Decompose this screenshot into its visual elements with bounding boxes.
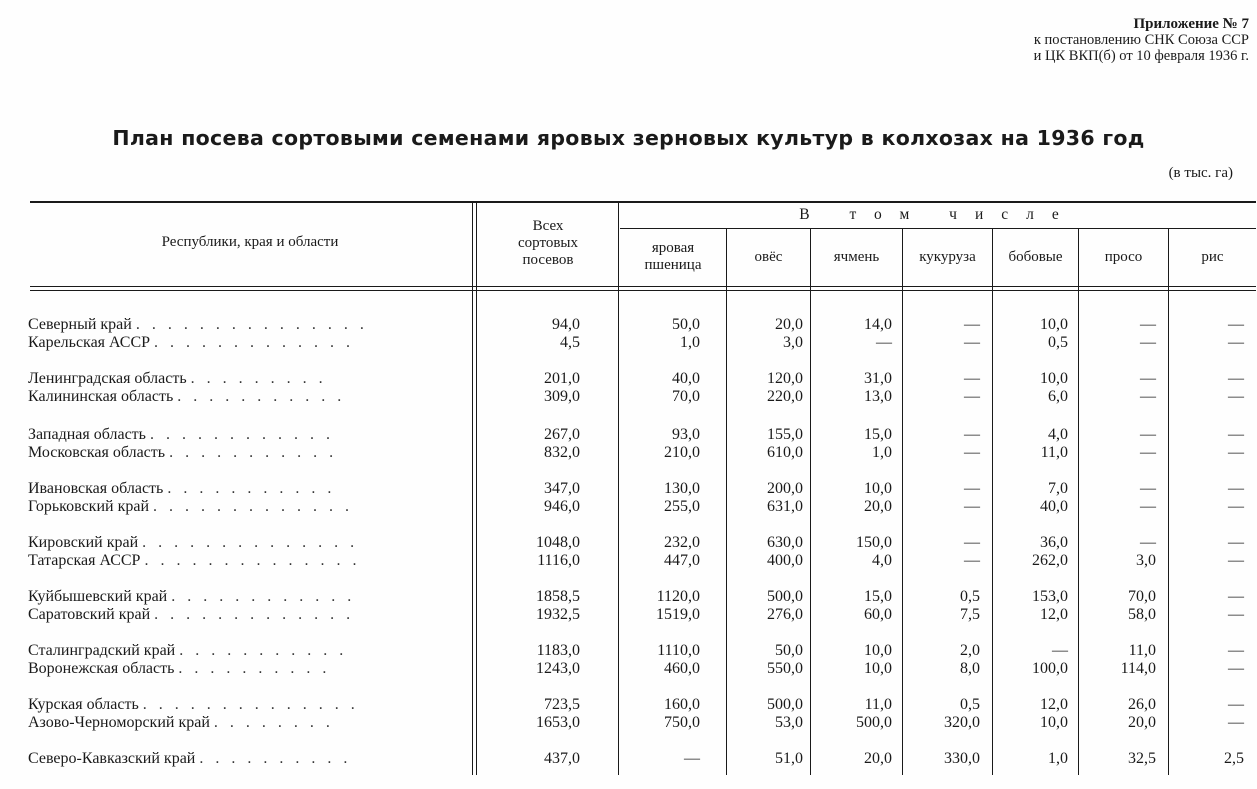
including-rule [620,228,1256,229]
cell-total: 201,0 [544,370,580,387]
cell-total: 946,0 [544,498,580,515]
cell-rice: — [1228,606,1244,623]
table-row [0,498,1257,516]
cell-oats: 631,0 [767,498,803,515]
table-row [0,480,1257,498]
cell-barley: 60,0 [864,606,892,623]
header-millet: просо [1104,249,1143,265]
cell-corn: — [964,498,980,515]
cell-corn: — [964,316,980,333]
header-total [478,218,618,269]
table-row [0,534,1257,552]
cell-millet: — [1140,426,1156,443]
cell-beans: 153,0 [1032,588,1068,605]
cell-corn: — [964,426,980,443]
cell-corn: — [964,480,980,497]
leader-dots: . . . . . . . . . [190,370,327,387]
cell-rice: — [1228,588,1244,605]
cell-millet: 114,0 [1120,660,1156,677]
cell-corn: — [964,370,980,387]
region-name-text: Московская область [28,444,166,461]
region-name-text: Северный край [28,316,132,333]
region-name [28,660,468,678]
cell-oats: 200,0 [767,480,803,497]
cell-beans: 36,0 [1040,534,1068,551]
table-row [0,444,1257,462]
header-oats: овёс [754,249,783,265]
cell-barley: 4,0 [872,552,892,569]
region-name [28,642,468,660]
cell-wheat: 232,0 [664,534,700,551]
region-name-text: Курская область [28,696,139,713]
cell-millet: — [1140,316,1156,333]
region-name-text: Саратовский край [28,606,151,623]
cell-corn: — [964,388,980,405]
leader-dots: . . . . . . . . . . . . . . [142,534,359,551]
cell-rice: — [1228,370,1244,387]
table-row [0,370,1257,388]
leader-dots: . . . . . . . . . . . . . [154,606,355,623]
cell-wheat: 50,0 [672,316,700,333]
table-row [0,642,1257,660]
region-name [28,714,468,732]
cell-oats: 500,0 [767,588,803,605]
cell-rice: — [1228,498,1244,515]
region-name-text: Ленинградская область [28,370,187,387]
leader-dots: . . . . . . . . . . . . . [153,498,353,515]
cell-beans: 7,0 [1048,480,1068,497]
header-barley: ячмень [833,249,880,265]
header-bottom-rule-1 [30,286,1256,287]
cell-total: 94,0 [552,316,580,333]
cell-corn: 330,0 [944,750,980,767]
cell-total: 437,0 [544,750,580,767]
cell-rice: — [1228,696,1244,713]
region-name [28,388,468,406]
cell-corn: 0,5 [960,696,980,713]
region-name-text: Кировский край [28,534,139,551]
leader-dots: . . . . . . . . . . . . . . [142,696,359,713]
units-note: (в тыс. га) [1168,165,1233,181]
cell-oats: 220,0 [767,388,803,405]
header-rice: рис [1201,249,1224,265]
table-row [0,388,1257,406]
region-name-text: Западная область [28,426,146,443]
region-name [28,426,468,444]
cell-barley: 11,0 [864,696,892,713]
cell-wheat: 160,0 [664,696,700,713]
table-top-rule [30,201,1256,203]
cell-total: 1858,5 [536,588,580,605]
cell-beans: 10,0 [1040,316,1068,333]
cell-wheat: 70,0 [672,388,700,405]
cell-wheat: 460,0 [664,660,700,677]
cell-rice: — [1228,552,1244,569]
cell-rice: — [1228,642,1244,659]
leader-dots: . . . . . . . . . . . [179,642,348,659]
cell-total: 1243,0 [536,660,580,677]
leader-dots: . . . . . . . . . . . . . . [144,552,361,569]
cell-wheat: 1120,0 [656,588,700,605]
cell-millet: 3,0 [1136,552,1156,569]
cell-millet: 70,0 [1128,588,1156,605]
cell-barley: 15,0 [864,426,892,443]
region-name [28,750,468,768]
table-row [0,750,1257,768]
cell-millet: 58,0 [1128,606,1156,623]
region-name [28,498,468,516]
cell-total: 309,0 [544,388,580,405]
appendix-number: Приложение № 7 [1133,16,1249,32]
header-bottom-rule-2 [30,290,1256,291]
table-row [0,316,1257,334]
cell-wheat: 93,0 [672,426,700,443]
region-name-text: Карельская АССР [28,334,151,351]
leader-dots: . . . . . . . . . . . [169,444,338,461]
cell-wheat: 1,0 [680,334,700,351]
cell-wheat: 1519,0 [656,606,700,623]
cell-oats: 155,0 [767,426,803,443]
header-corn: кукуруза [919,249,976,265]
table-row [0,696,1257,714]
region-name-text: Куйбышевский край [28,588,168,605]
header-beans: бобовые [1008,249,1063,265]
cell-oats: 51,0 [775,750,803,767]
cell-wheat: 210,0 [664,444,700,461]
cell-wheat: 750,0 [664,714,700,731]
cell-oats: 20,0 [775,316,803,333]
cell-beans: 10,0 [1040,714,1068,731]
region-name [28,606,468,624]
cell-rice: — [1228,714,1244,731]
region-name [28,444,468,462]
cell-wheat: 447,0 [664,552,700,569]
cell-total: 4,5 [560,334,580,351]
cell-millet: — [1140,370,1156,387]
region-name-text: Татарская АССР [28,552,141,569]
cell-oats: 120,0 [767,370,803,387]
table-row [0,606,1257,624]
cell-millet: — [1140,480,1156,497]
table-row [0,426,1257,444]
region-name [28,334,468,352]
cell-wheat: 40,0 [672,370,700,387]
leader-dots: . . . . . . . . . . [199,750,352,767]
cell-total: 1048,0 [536,534,580,551]
cell-barley: 10,0 [864,642,892,659]
cell-beans: 10,0 [1040,370,1068,387]
leader-dots: . . . . . . . . . . . . . . . [135,316,368,333]
appendix-note [1034,16,1249,64]
cell-barley: 20,0 [864,498,892,515]
region-name-text: Ивановская область [28,480,164,497]
cell-beans: 262,0 [1032,552,1068,569]
cell-total: 1116,0 [537,552,580,569]
region-name-text: Калининская область [28,388,174,405]
cell-corn: 0,5 [960,588,980,605]
region-name [28,552,468,570]
cell-corn: — [964,552,980,569]
region-name-text: Горьковский край [28,498,149,515]
cell-beans: 0,5 [1048,334,1068,351]
cell-barley: 10,0 [864,660,892,677]
table-row [0,660,1257,678]
cell-total: 1183,0 [536,642,580,659]
cell-rice: — [1228,660,1244,677]
leader-dots: . . . . . . . . . . . . [149,426,334,443]
cell-barley: 1,0 [872,444,892,461]
table-row [0,552,1257,570]
cell-barley: 15,0 [864,588,892,605]
cell-millet: 20,0 [1128,714,1156,731]
cell-oats: 276,0 [767,606,803,623]
cell-corn: — [964,444,980,461]
cell-millet: — [1140,334,1156,351]
region-name [28,534,468,552]
cell-corn: — [964,534,980,551]
cell-corn: — [964,334,980,351]
header-wheat-line-2: пшеница [644,257,702,273]
cell-rice: — [1228,388,1244,405]
cell-wheat: — [684,750,700,767]
leader-dots: . . . . . . . . . . . [167,480,336,497]
cell-oats: 610,0 [767,444,803,461]
header-wheat-line-1: яровая [651,240,695,256]
cell-barley: 31,0 [864,370,892,387]
header-total-line-1: Всех [532,218,564,234]
cell-barley: 14,0 [864,316,892,333]
region-name [28,316,468,334]
cell-millet: 11,0 [1128,642,1156,659]
cell-rice: — [1228,316,1244,333]
cell-oats: 630,0 [767,534,803,551]
table-row [0,334,1257,352]
cell-rice: — [1228,334,1244,351]
cell-wheat: 255,0 [664,498,700,515]
region-name-text: Воронежская область [28,660,175,677]
cell-beans: 6,0 [1048,388,1068,405]
appendix-line-2: и ЦК ВКП(б) от 10 февраля 1936 г. [1033,48,1249,64]
region-name [28,480,468,498]
cell-barley: 20,0 [864,750,892,767]
cell-beans: 12,0 [1040,696,1068,713]
region-name-text: Северо-Кавказский край [28,750,196,767]
cell-rice: — [1228,444,1244,461]
appendix-line-1: к постановлению СНК Союза ССР [1033,32,1249,48]
region-name [28,370,468,388]
cell-millet: — [1140,388,1156,405]
cell-wheat: 130,0 [664,480,700,497]
cell-corn: 320,0 [944,714,980,731]
cell-total: 1932,5 [536,606,580,623]
cell-beans: 4,0 [1048,426,1068,443]
cell-rice: — [1228,534,1244,551]
cell-millet: 26,0 [1128,696,1156,713]
cell-total: 347,0 [544,480,580,497]
cell-millet: — [1140,534,1156,551]
cell-beans: 100,0 [1032,660,1068,677]
region-name-text: Азово-Черноморский край [28,714,210,731]
cell-rice: 2,5 [1224,750,1244,767]
cell-oats: 400,0 [767,552,803,569]
cell-total: 832,0 [544,444,580,461]
header-wheat [620,240,726,274]
cell-beans: 11,0 [1040,444,1068,461]
cell-total: 1653,0 [536,714,580,731]
table-row [0,714,1257,732]
cell-millet: — [1140,498,1156,515]
cell-rice: — [1228,480,1244,497]
table-row [0,588,1257,606]
leader-dots: . . . . . . . . . . [178,660,331,677]
cell-beans: 12,0 [1040,606,1068,623]
cell-total: 267,0 [544,426,580,443]
cell-barley: 13,0 [864,388,892,405]
cell-barley: — [876,334,892,351]
cell-millet: — [1140,444,1156,461]
cell-beans: 1,0 [1048,750,1068,767]
cell-barley: 10,0 [864,480,892,497]
leader-dots: . . . . . . . . . . . . [171,588,356,605]
region-name [28,588,468,606]
cell-beans: 40,0 [1040,498,1068,515]
header-total-line-3: посевов [522,252,574,268]
cell-rice: — [1228,426,1244,443]
cell-corn: 2,0 [960,642,980,659]
cell-corn: 8,0 [960,660,980,677]
cell-oats: 53,0 [775,714,803,731]
cell-barley: 500,0 [856,714,892,731]
region-name-text: Сталинградский край [28,642,176,659]
cell-wheat: 1110,0 [657,642,700,659]
document-title: План посева сортовыми семенами яровых зерновых культур в колхозах на 1936 год [112,126,1145,150]
leader-dots: . . . . . . . . [213,714,334,731]
cell-oats: 550,0 [767,660,803,677]
header-including: В том числе [799,206,1077,223]
region-name [28,696,468,714]
leader-dots: . . . . . . . . . . . . . [154,334,355,351]
cell-beans: — [1052,642,1068,659]
leader-dots: . . . . . . . . . . . [177,388,346,405]
header-total-line-2: сортовых [518,235,578,251]
cell-total: 723,5 [544,696,580,713]
cell-millet: 32,5 [1128,750,1156,767]
cell-oats: 500,0 [767,696,803,713]
header-region: Республики, края и области [161,234,339,250]
cell-barley: 150,0 [856,534,892,551]
cell-corn: 7,5 [960,606,980,623]
cell-oats: 3,0 [783,334,803,351]
cell-oats: 50,0 [775,642,803,659]
